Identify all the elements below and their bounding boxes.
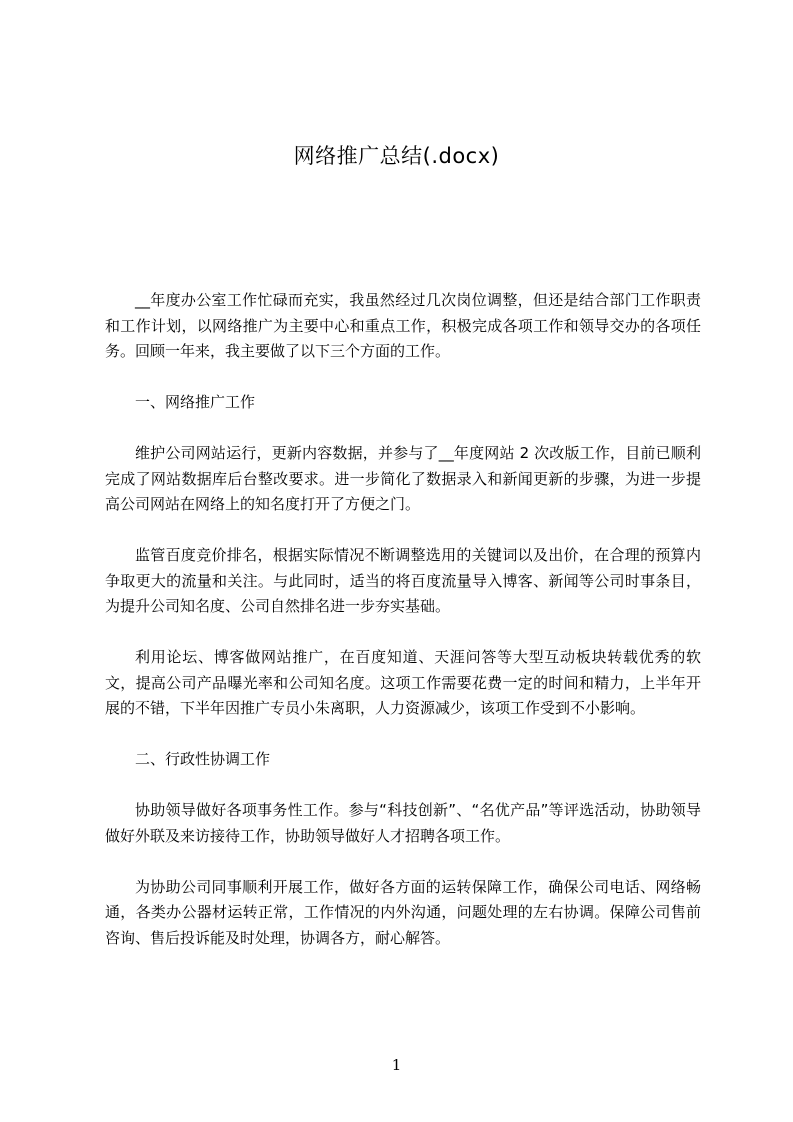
paragraph-baidu-bidding: 监管百度竞价排名，根据实际情况不断调整选用的关键词以及出价，在合理的预算内争取更大的流量和关注。与此同时，适当的将百度流量导入博客、新闻等公司时事条目，为提升公司知名度、公司自然排名进一步夯实基础。 xyxy=(105,546,701,615)
section-heading-network-promotion: 一、网络推广工作 xyxy=(135,393,256,411)
document-title: 网络推广总结(.docx) xyxy=(293,144,500,168)
paragraph-website-maintenance: 维护公司网站运行，更新内容数据，并参与了__年度网站 2 次改版工作，目前已顺利完成了网站数据库后台整改要求。进一步简化了数据录入和新闻更新的步骤，为进一步提高公司网站在网络上的知名度打开了方便之门。 xyxy=(105,444,701,513)
paragraph-intro: __年度办公室工作忙碌而充实，我虽然经过几次岗位调整，但还是结合部门工作职责和工作计划，以网络推广为主要中心和重点工作，积极完成各项工作和领导交办的各项任务。回顾一年来，我主要做了以下三个方面的工作。 xyxy=(105,291,701,360)
page-number: 1 xyxy=(391,1056,402,1074)
paragraph-forum-blog-promotion: 利用论坛、博客做网站推广，在百度知道、天涯问答等大型互动板块转载优秀的软文，提高公司产品曝光率和公司知名度。这项工作需要花费一定的时间和精力，上半年开展的不错，下半年因推广专员小朱离职，人力资源减少，该项工作受到不小影响。 xyxy=(105,648,701,717)
section-heading-administrative-coordination: 二、行政性协调工作 xyxy=(135,750,271,768)
document-body xyxy=(105,288,701,977)
paragraph-operation-support: 为协助公司同事顺利开展工作，做好各方面的运转保障工作，确保公司电话、网络畅通，各类办公器材运转正常，工作情况的内外沟通，问题处理的左右协调。保障公司售前咨询、售后投诉能及时处理，协调各方，耐心解答。 xyxy=(105,877,701,947)
paragraph-assist-leadership: 协助领导做好各项事务性工作。参与“科技创新”、“名优产品”等评选活动，协助领导做好外联及来访接待工作，协助领导做好人才招聘各项工作。 xyxy=(105,801,701,845)
